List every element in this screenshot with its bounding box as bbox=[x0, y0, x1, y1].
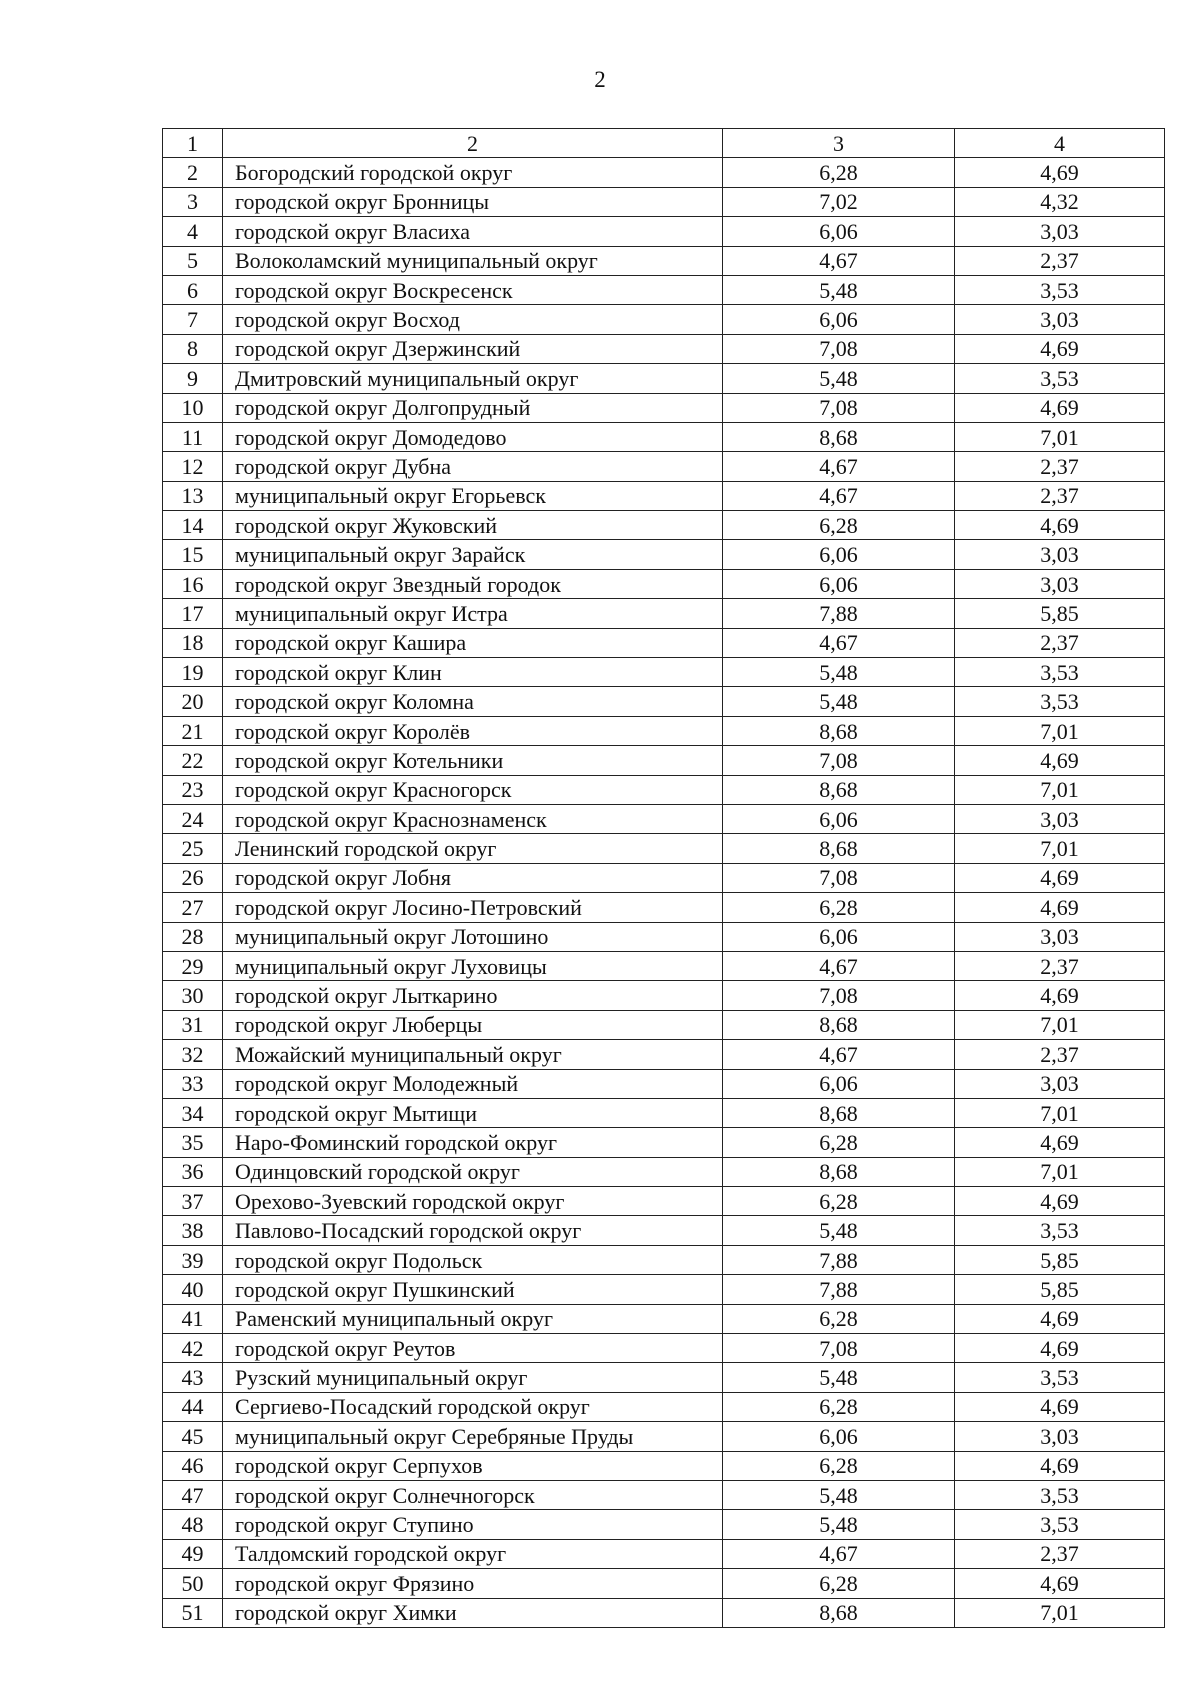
municipality-name: городской округ Люберцы bbox=[223, 1010, 723, 1039]
table-row bbox=[163, 834, 1165, 863]
row-number: 30 bbox=[163, 981, 223, 1010]
municipality-name: городской округ Звездный городок bbox=[223, 569, 723, 598]
municipality-name: муниципальный округ Зарайск bbox=[223, 540, 723, 569]
value-col-3: 5,48 bbox=[723, 1480, 955, 1509]
value-col-4: 4,32 bbox=[955, 187, 1165, 216]
value-col-3: 4,67 bbox=[723, 452, 955, 481]
value-col-3: 7,08 bbox=[723, 981, 955, 1010]
value-col-4: 7,01 bbox=[955, 422, 1165, 451]
row-number: 51 bbox=[163, 1598, 223, 1627]
value-col-4: 4,69 bbox=[955, 511, 1165, 540]
table-row bbox=[163, 951, 1165, 980]
value-col-3: 8,68 bbox=[723, 1598, 955, 1627]
value-col-4: 3,03 bbox=[955, 804, 1165, 833]
table-row bbox=[163, 452, 1165, 481]
value-col-3: 6,28 bbox=[723, 1569, 955, 1598]
municipality-name: Сергиево-Посадский городской округ bbox=[223, 1392, 723, 1421]
row-number: 20 bbox=[163, 687, 223, 716]
value-col-4: 3,53 bbox=[955, 1363, 1165, 1392]
value-col-4: 2,37 bbox=[955, 628, 1165, 657]
value-col-4: 7,01 bbox=[955, 834, 1165, 863]
table-row bbox=[163, 893, 1165, 922]
table-row bbox=[163, 158, 1165, 187]
value-col-4: 3,03 bbox=[955, 1422, 1165, 1451]
row-number: 45 bbox=[163, 1422, 223, 1451]
value-col-3: 8,68 bbox=[723, 775, 955, 804]
municipality-name: городской округ Реутов bbox=[223, 1334, 723, 1363]
row-number: 38 bbox=[163, 1216, 223, 1245]
row-number: 2 bbox=[163, 158, 223, 187]
value-col-4: 4,69 bbox=[955, 393, 1165, 422]
value-col-4: 3,53 bbox=[955, 687, 1165, 716]
value-col-4: 4,69 bbox=[955, 893, 1165, 922]
row-number: 32 bbox=[163, 1040, 223, 1069]
table-row bbox=[163, 1216, 1165, 1245]
row-number: 43 bbox=[163, 1363, 223, 1392]
value-col-4: 2,37 bbox=[955, 246, 1165, 275]
row-number: 39 bbox=[163, 1245, 223, 1274]
municipality-name: Павлово-Посадский городской округ bbox=[223, 1216, 723, 1245]
value-col-4: 7,01 bbox=[955, 775, 1165, 804]
table-row bbox=[163, 187, 1165, 216]
value-col-4: 2,37 bbox=[955, 452, 1165, 481]
value-col-4: 3,03 bbox=[955, 217, 1165, 246]
table-row bbox=[163, 481, 1165, 510]
table-row bbox=[163, 1040, 1165, 1069]
value-col-4: 4,69 bbox=[955, 746, 1165, 775]
row-number: 17 bbox=[163, 599, 223, 628]
municipality-name: городской округ Власиха bbox=[223, 217, 723, 246]
value-col-3: 6,06 bbox=[723, 305, 955, 334]
table-row bbox=[163, 746, 1165, 775]
value-col-4: 4,69 bbox=[955, 863, 1165, 892]
value-col-3: 6,28 bbox=[723, 1304, 955, 1333]
value-col-3: 7,88 bbox=[723, 1245, 955, 1274]
table-row bbox=[163, 1598, 1165, 1627]
value-col-4: 3,53 bbox=[955, 1510, 1165, 1539]
value-col-3: 5,48 bbox=[723, 1510, 955, 1539]
municipality-name: городской округ Клин bbox=[223, 658, 723, 687]
table-row bbox=[163, 1334, 1165, 1363]
row-number: 6 bbox=[163, 275, 223, 304]
value-col-4: 4,69 bbox=[955, 158, 1165, 187]
value-col-4: 3,53 bbox=[955, 658, 1165, 687]
table-row bbox=[163, 246, 1165, 275]
municipality-name: городской округ Дзержинский bbox=[223, 334, 723, 363]
value-col-3: 6,28 bbox=[723, 1392, 955, 1421]
table-row bbox=[163, 1510, 1165, 1539]
header-col-2: 2 bbox=[223, 129, 723, 158]
table-row bbox=[163, 1245, 1165, 1274]
table-row bbox=[163, 334, 1165, 363]
municipality-name: городской округ Восход bbox=[223, 305, 723, 334]
value-col-4: 3,53 bbox=[955, 1216, 1165, 1245]
value-col-3: 7,88 bbox=[723, 1275, 955, 1304]
table-row bbox=[163, 1304, 1165, 1333]
header-col-4: 4 bbox=[955, 129, 1165, 158]
row-number: 46 bbox=[163, 1451, 223, 1480]
value-col-4: 4,69 bbox=[955, 1451, 1165, 1480]
value-col-3: 6,06 bbox=[723, 804, 955, 833]
row-number: 47 bbox=[163, 1480, 223, 1509]
row-number: 3 bbox=[163, 187, 223, 216]
page-number: 2 bbox=[594, 67, 606, 92]
value-col-4: 7,01 bbox=[955, 1598, 1165, 1627]
value-col-4: 5,85 bbox=[955, 599, 1165, 628]
value-col-3: 6,06 bbox=[723, 1422, 955, 1451]
table-row bbox=[163, 1422, 1165, 1451]
value-col-3: 4,67 bbox=[723, 246, 955, 275]
row-number: 48 bbox=[163, 1510, 223, 1539]
value-col-3: 8,68 bbox=[723, 422, 955, 451]
row-number: 29 bbox=[163, 951, 223, 980]
municipality-name: Наро-Фоминский городской округ bbox=[223, 1128, 723, 1157]
value-col-3: 8,68 bbox=[723, 1010, 955, 1039]
row-number: 4 bbox=[163, 217, 223, 246]
value-col-3: 5,48 bbox=[723, 687, 955, 716]
table-row bbox=[163, 305, 1165, 334]
header-col-3: 3 bbox=[723, 129, 955, 158]
row-number: 19 bbox=[163, 658, 223, 687]
municipality-name: городской округ Лыткарино bbox=[223, 981, 723, 1010]
row-number: 27 bbox=[163, 893, 223, 922]
value-col-4: 3,03 bbox=[955, 569, 1165, 598]
value-col-4: 4,69 bbox=[955, 1569, 1165, 1598]
table-row bbox=[163, 1128, 1165, 1157]
table-row bbox=[163, 1187, 1165, 1216]
row-number: 8 bbox=[163, 334, 223, 363]
table-row bbox=[163, 1569, 1165, 1598]
value-col-4: 3,03 bbox=[955, 540, 1165, 569]
municipality-name: городской округ Фрязино bbox=[223, 1569, 723, 1598]
table-body bbox=[163, 158, 1165, 1628]
municipality-name: Можайский муниципальный округ bbox=[223, 1040, 723, 1069]
municipality-name: городской округ Дубна bbox=[223, 452, 723, 481]
value-col-4: 2,37 bbox=[955, 481, 1165, 510]
table-row bbox=[163, 1069, 1165, 1098]
value-col-3: 7,08 bbox=[723, 334, 955, 363]
municipality-name: городской округ Мытищи bbox=[223, 1098, 723, 1127]
table-row bbox=[163, 217, 1165, 246]
municipality-name: городской округ Долгопрудный bbox=[223, 393, 723, 422]
value-col-3: 7,08 bbox=[723, 393, 955, 422]
row-number: 12 bbox=[163, 452, 223, 481]
municipality-name: городской округ Королёв bbox=[223, 716, 723, 745]
row-number: 34 bbox=[163, 1098, 223, 1127]
value-col-4: 4,69 bbox=[955, 334, 1165, 363]
municipality-name: городской округ Лобня bbox=[223, 863, 723, 892]
municipality-name: Ленинский городской округ bbox=[223, 834, 723, 863]
row-number: 21 bbox=[163, 716, 223, 745]
table-row bbox=[163, 863, 1165, 892]
value-col-3: 6,06 bbox=[723, 217, 955, 246]
value-col-4: 2,37 bbox=[955, 1040, 1165, 1069]
row-number: 28 bbox=[163, 922, 223, 951]
municipality-name: городской округ Солнечногорск bbox=[223, 1480, 723, 1509]
table-row bbox=[163, 569, 1165, 598]
row-number: 31 bbox=[163, 1010, 223, 1039]
value-col-3: 6,06 bbox=[723, 569, 955, 598]
row-number: 33 bbox=[163, 1069, 223, 1098]
value-col-4: 7,01 bbox=[955, 1098, 1165, 1127]
table-row bbox=[163, 540, 1165, 569]
row-number: 11 bbox=[163, 422, 223, 451]
row-number: 40 bbox=[163, 1275, 223, 1304]
row-number: 49 bbox=[163, 1539, 223, 1568]
municipality-name: муниципальный округ Лотошино bbox=[223, 922, 723, 951]
value-col-3: 4,67 bbox=[723, 481, 955, 510]
table-row bbox=[163, 393, 1165, 422]
value-col-3: 6,28 bbox=[723, 511, 955, 540]
municipality-name: Орехово-Зуевский городской округ bbox=[223, 1187, 723, 1216]
value-col-3: 4,67 bbox=[723, 628, 955, 657]
table-row bbox=[163, 804, 1165, 833]
table-row bbox=[163, 628, 1165, 657]
value-col-4: 5,85 bbox=[955, 1275, 1165, 1304]
municipality-name: городской округ Лосино-Петровский bbox=[223, 893, 723, 922]
value-col-3: 6,06 bbox=[723, 922, 955, 951]
table-row bbox=[163, 422, 1165, 451]
data-table bbox=[162, 128, 1165, 1628]
municipality-name: городской округ Жуковский bbox=[223, 511, 723, 540]
value-col-3: 4,67 bbox=[723, 951, 955, 980]
table-row bbox=[163, 658, 1165, 687]
row-number: 10 bbox=[163, 393, 223, 422]
value-col-3: 6,28 bbox=[723, 1187, 955, 1216]
value-col-4: 4,69 bbox=[955, 1334, 1165, 1363]
value-col-4: 3,03 bbox=[955, 1069, 1165, 1098]
table-row bbox=[163, 511, 1165, 540]
value-col-4: 3,03 bbox=[955, 922, 1165, 951]
value-col-3: 7,08 bbox=[723, 1334, 955, 1363]
municipality-name: Волоколамский муниципальный округ bbox=[223, 246, 723, 275]
value-col-3: 7,08 bbox=[723, 863, 955, 892]
table-row bbox=[163, 1010, 1165, 1039]
value-col-4: 3,53 bbox=[955, 1480, 1165, 1509]
municipality-name: городской округ Серпухов bbox=[223, 1451, 723, 1480]
value-col-4: 5,85 bbox=[955, 1245, 1165, 1274]
value-col-4: 3,53 bbox=[955, 364, 1165, 393]
table-row bbox=[163, 687, 1165, 716]
municipality-name: городской округ Бронницы bbox=[223, 187, 723, 216]
municipality-name: Одинцовский городской округ bbox=[223, 1157, 723, 1186]
value-col-3: 5,48 bbox=[723, 275, 955, 304]
value-col-4: 7,01 bbox=[955, 1010, 1165, 1039]
value-col-3: 8,68 bbox=[723, 834, 955, 863]
row-number: 14 bbox=[163, 511, 223, 540]
row-number: 42 bbox=[163, 1334, 223, 1363]
table-row bbox=[163, 981, 1165, 1010]
row-number: 16 bbox=[163, 569, 223, 598]
header-col-1: 1 bbox=[163, 129, 223, 158]
row-number: 25 bbox=[163, 834, 223, 863]
value-col-3: 8,68 bbox=[723, 1098, 955, 1127]
value-col-4: 4,69 bbox=[955, 1128, 1165, 1157]
row-number: 44 bbox=[163, 1392, 223, 1421]
table-row bbox=[163, 364, 1165, 393]
row-number: 15 bbox=[163, 540, 223, 569]
table-row bbox=[163, 275, 1165, 304]
municipality-name: городской округ Химки bbox=[223, 1598, 723, 1627]
row-number: 26 bbox=[163, 863, 223, 892]
row-number: 41 bbox=[163, 1304, 223, 1333]
table-row bbox=[163, 775, 1165, 804]
municipality-name: Дмитровский муниципальный округ bbox=[223, 364, 723, 393]
table-row bbox=[163, 1539, 1165, 1568]
row-number: 22 bbox=[163, 746, 223, 775]
table-row bbox=[163, 1098, 1165, 1127]
municipality-name: городской округ Кашира bbox=[223, 628, 723, 657]
municipality-name: городской округ Пушкинский bbox=[223, 1275, 723, 1304]
table-row bbox=[163, 1451, 1165, 1480]
value-col-3: 7,88 bbox=[723, 599, 955, 628]
municipality-name: городской округ Коломна bbox=[223, 687, 723, 716]
municipality-name: муниципальный округ Егорьевск bbox=[223, 481, 723, 510]
value-col-4: 2,37 bbox=[955, 951, 1165, 980]
table-row bbox=[163, 1157, 1165, 1186]
value-col-3: 6,28 bbox=[723, 1128, 955, 1157]
row-number: 5 bbox=[163, 246, 223, 275]
value-col-3: 6,28 bbox=[723, 158, 955, 187]
value-col-3: 7,02 bbox=[723, 187, 955, 216]
row-number: 24 bbox=[163, 804, 223, 833]
municipality-name: Талдомский городской округ bbox=[223, 1539, 723, 1568]
table-row bbox=[163, 599, 1165, 628]
row-number: 35 bbox=[163, 1128, 223, 1157]
table-row bbox=[163, 922, 1165, 951]
value-col-3: 6,28 bbox=[723, 893, 955, 922]
row-number: 18 bbox=[163, 628, 223, 657]
municipality-name: городской округ Котельники bbox=[223, 746, 723, 775]
municipality-name: Богородский городской округ bbox=[223, 158, 723, 187]
value-col-3: 5,48 bbox=[723, 1363, 955, 1392]
value-col-3: 4,67 bbox=[723, 1539, 955, 1568]
value-col-4: 2,37 bbox=[955, 1539, 1165, 1568]
value-col-4: 3,53 bbox=[955, 275, 1165, 304]
value-col-4: 7,01 bbox=[955, 716, 1165, 745]
municipality-name: городской округ Домодедово bbox=[223, 422, 723, 451]
table-row bbox=[163, 1392, 1165, 1421]
row-number: 23 bbox=[163, 775, 223, 804]
table-row bbox=[163, 1363, 1165, 1392]
value-col-3: 5,48 bbox=[723, 1216, 955, 1245]
municipality-name: городской округ Краснознаменск bbox=[223, 804, 723, 833]
row-number: 36 bbox=[163, 1157, 223, 1186]
value-col-4: 3,03 bbox=[955, 305, 1165, 334]
value-col-4: 4,69 bbox=[955, 1392, 1165, 1421]
municipality-name: городской округ Красногорск bbox=[223, 775, 723, 804]
municipality-name: городской округ Подольск bbox=[223, 1245, 723, 1274]
municipality-name: Рузский муниципальный округ bbox=[223, 1363, 723, 1392]
value-col-3: 8,68 bbox=[723, 1157, 955, 1186]
value-col-4: 4,69 bbox=[955, 1187, 1165, 1216]
municipality-name: Раменский муниципальный округ bbox=[223, 1304, 723, 1333]
row-number: 7 bbox=[163, 305, 223, 334]
municipality-name: муниципальный округ Истра bbox=[223, 599, 723, 628]
row-number: 13 bbox=[163, 481, 223, 510]
value-col-3: 5,48 bbox=[723, 364, 955, 393]
value-col-3: 8,68 bbox=[723, 716, 955, 745]
municipality-name: городской округ Ступино bbox=[223, 1510, 723, 1539]
municipality-name: муниципальный округ Серебряные Пруды bbox=[223, 1422, 723, 1451]
table-row bbox=[163, 716, 1165, 745]
table-row bbox=[163, 1480, 1165, 1509]
value-col-4: 4,69 bbox=[955, 1304, 1165, 1333]
value-col-3: 6,06 bbox=[723, 540, 955, 569]
municipality-name: городской округ Воскресенск bbox=[223, 275, 723, 304]
value-col-3: 4,67 bbox=[723, 1040, 955, 1069]
value-col-3: 6,28 bbox=[723, 1451, 955, 1480]
value-col-3: 7,08 bbox=[723, 746, 955, 775]
value-col-3: 6,06 bbox=[723, 1069, 955, 1098]
row-number: 9 bbox=[163, 364, 223, 393]
row-number: 50 bbox=[163, 1569, 223, 1598]
row-number: 37 bbox=[163, 1187, 223, 1216]
value-col-4: 4,69 bbox=[955, 981, 1165, 1010]
header-row bbox=[163, 129, 1165, 158]
municipality-name: муниципальный округ Луховицы bbox=[223, 951, 723, 980]
table-row bbox=[163, 1275, 1165, 1304]
value-col-4: 7,01 bbox=[955, 1157, 1165, 1186]
value-col-3: 5,48 bbox=[723, 658, 955, 687]
municipality-name: городской округ Молодежный bbox=[223, 1069, 723, 1098]
